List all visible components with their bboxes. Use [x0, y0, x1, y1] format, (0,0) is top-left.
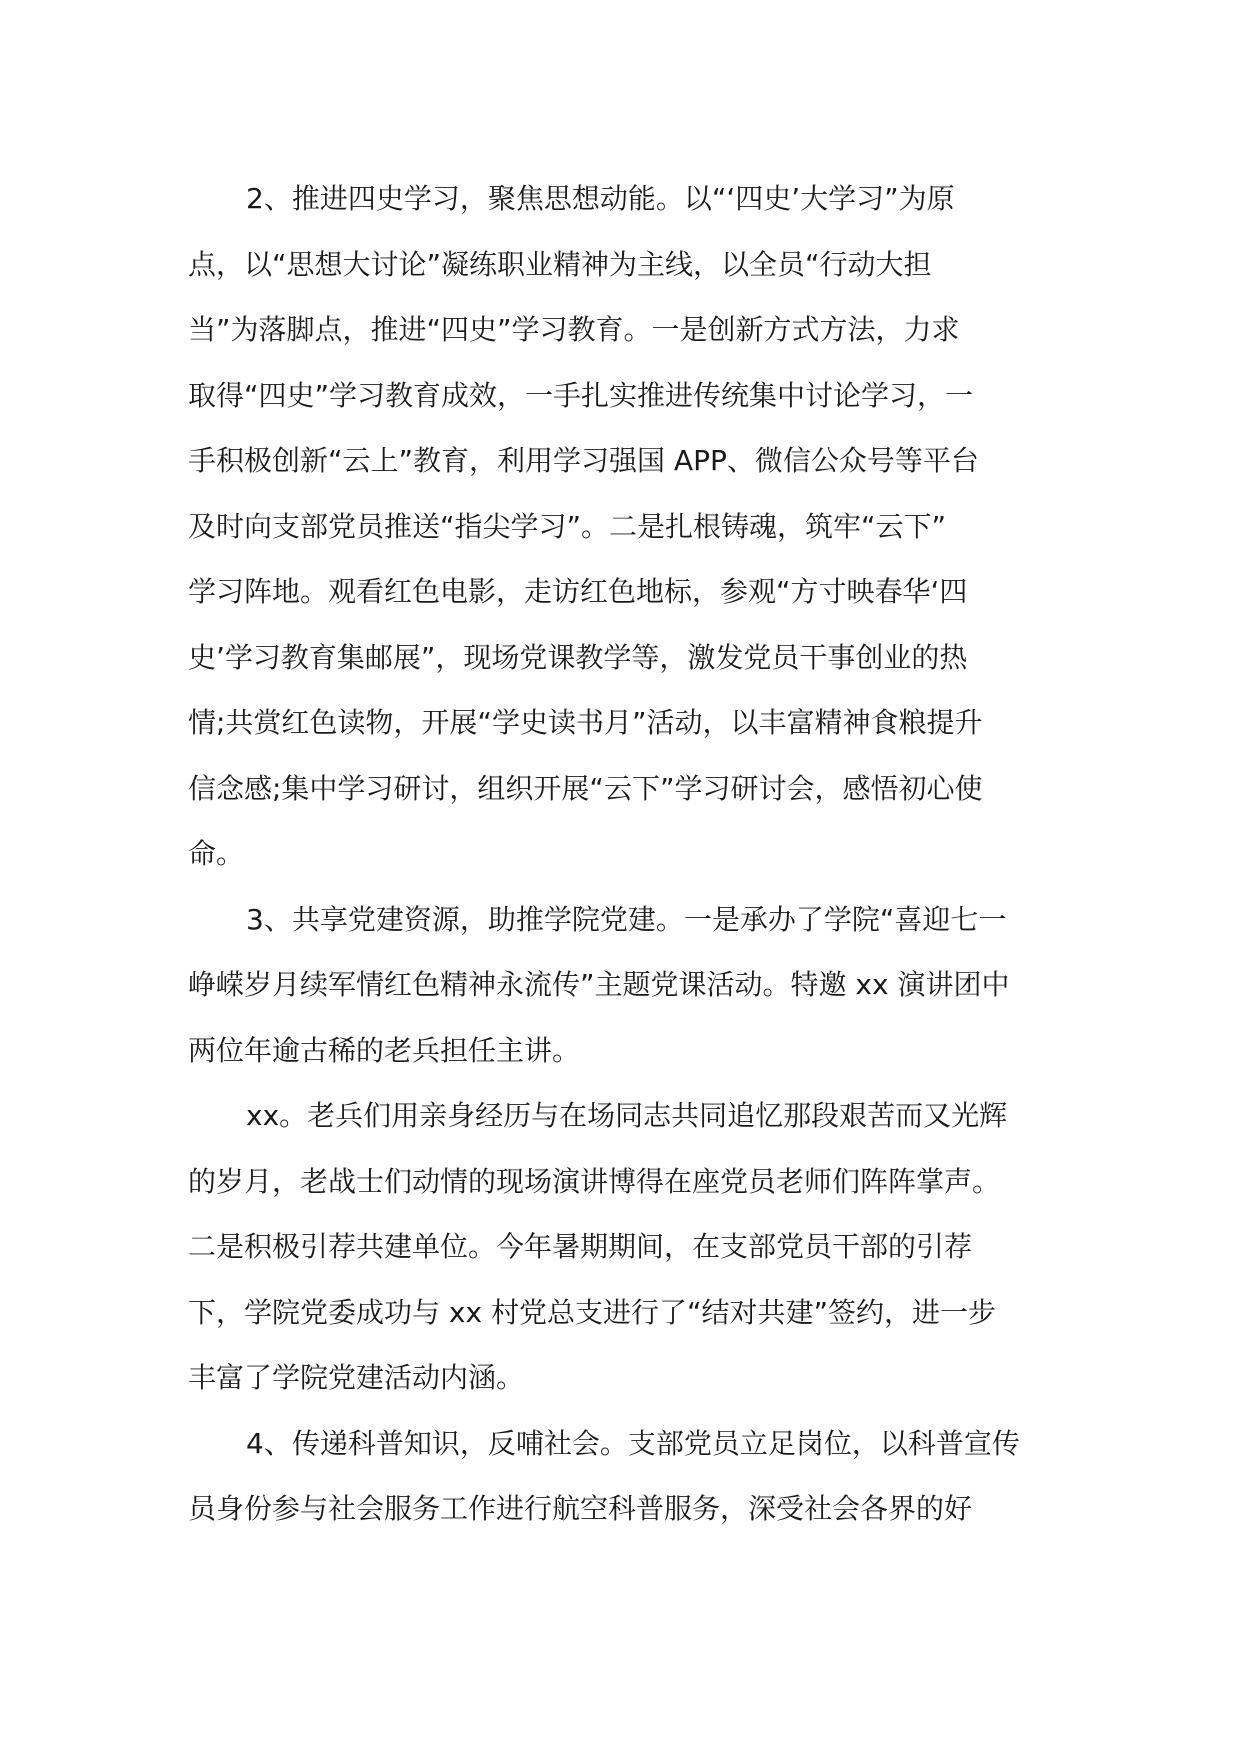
text-line: 手积极创新“云上”教育，利用学习强国 APP、微信公众号等平台 — [188, 444, 979, 477]
text-line: 情;共赏红色读物，开展“学史读书月”活动，以丰富精神食粮提升 — [188, 706, 983, 739]
text-line: 点，以“思想大讨论”凝练职业精神为主线，以全员“行动大担 — [188, 247, 932, 281]
text-line: xx。老兵们用亲身经历与在场同志共同追忆那段艰苦而又光辉 — [246, 1099, 1008, 1132]
text-line: 二是积极引荐共建单位。今年暑期期间，在支部党员干部的引荐 — [188, 1230, 973, 1263]
text-line: 史’学习教育集邮展”，现场党课教学等，激发党员干事创业的热 — [188, 640, 968, 674]
text-line: 取得“四史”学习教育成效，一手扎实推进传统集中讨论学习，一 — [188, 378, 974, 412]
text-line: 两位年逾古稀的老兵担任主讲。 — [188, 1033, 581, 1067]
paragraph-si-shi-study — [188, 166, 1060, 887]
text-line: 及时向支部党员推送“指尖学习”。二是扎根铸魂，筑牢“云下” — [188, 509, 947, 543]
text-line: 信念感;集中学习研讨，组织开展“云下”学习研讨会，感悟初心使 — [188, 771, 983, 805]
text-line: 当”为落脚点，推进“四史”学习教育。一是创新方式方法，力求 — [188, 313, 960, 346]
text-line: 员身份参与社会服务工作进行航空科普服务，深受社会各界的好 — [188, 1492, 973, 1525]
paragraph-veterans — [188, 1083, 1060, 1411]
text-line: 学习阵地。观看红色电影，走访红色地标，参观“方寸映春华‘四 — [188, 575, 968, 608]
text-line: 下，学院党委成功与 xx 村党总支进行了“结对共建”签约，进一步 — [188, 1295, 996, 1329]
text-line: 4、传递科普知识，反哺社会。支部党员立足岗位，以科普宣传 — [246, 1426, 1020, 1460]
text-line: 2、推进四史学习，聚焦思想动能。以“‘四史’大学习”为原 — [246, 182, 955, 215]
text-line: 3、共享党建资源，助推学院党建。一是承办了学院“喜迎七一 — [246, 902, 1007, 936]
text-line: 的岁月，老战士们动情的现场演讲博得在座党员老师们阵阵掌声。 — [188, 1164, 1001, 1198]
text-line: 命。 — [188, 837, 245, 870]
text-line: 峥嵘岁月续军情红色精神永流传”主题党课活动。特邀 xx 演讲团中 — [188, 968, 1010, 1001]
text-line: 丰富了学院党建活动内涵。 — [188, 1361, 525, 1394]
paragraph-party-resources — [188, 887, 1060, 1084]
document-body — [188, 166, 1060, 1542]
paragraph-science-outreach — [188, 1411, 1060, 1542]
